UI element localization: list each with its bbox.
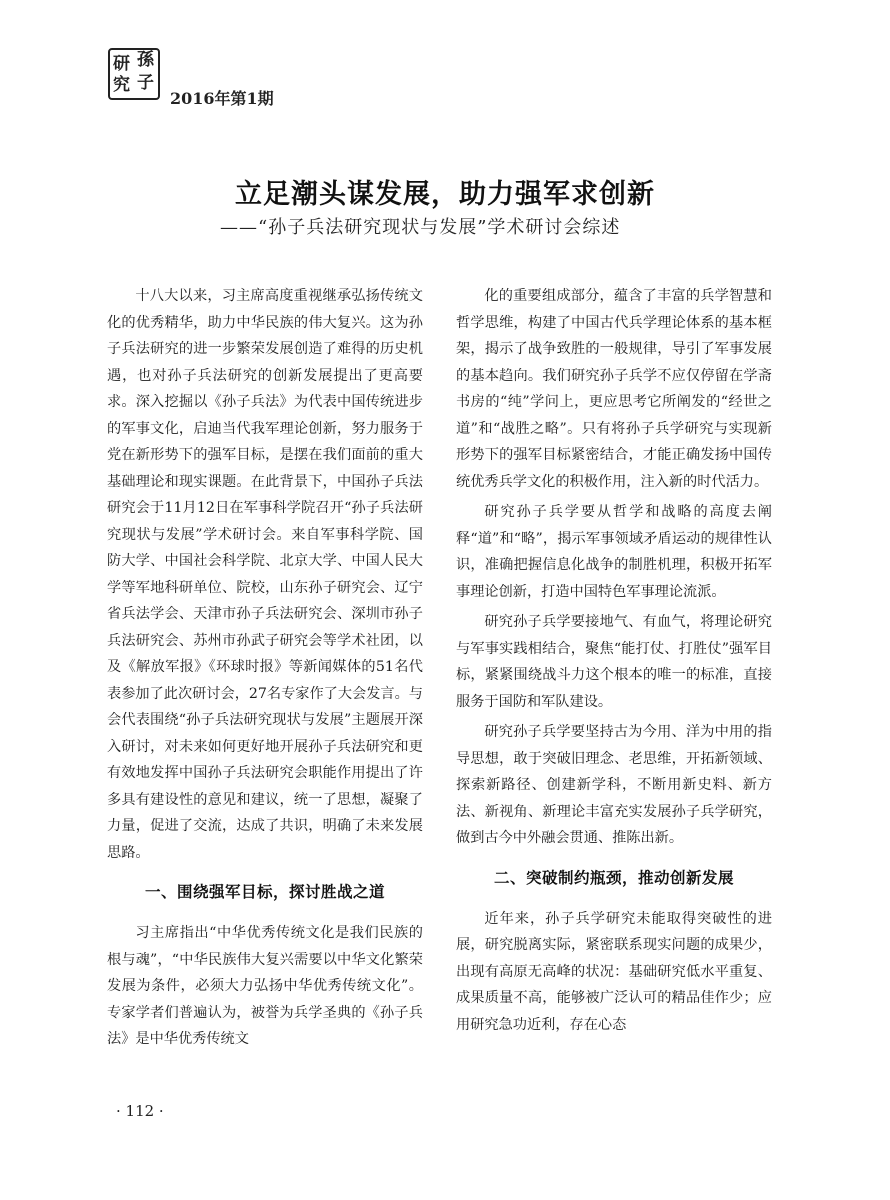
section2-paragraph: 近年来，孙子兵学研究未能取得突破性的进展，研究脱离实际，紧密联系现实问题的成果少，出现有高原无高峰的状况：基础研究低水平重复、成果质量不高，能够被广泛认可的精品佳作少；应用研究急功近利，存在心态 (456, 910, 772, 1033)
right-column (456, 283, 772, 1042)
issue-label: 2016年第1期 (170, 89, 274, 108)
logo-char: 究 (113, 75, 130, 95)
body-paragraph: 研究孙子兵学要从哲学和战略的高度去阐释“道”和“略”，揭示军事领域矛盾运动的规律性认识，准确把握信息化战争的制胜机理，积极开拓军事理论创新，打造中国特色军事理论流派。 (456, 504, 772, 600)
body-paragraph: 研究孙子兵学要坚持古为今用、洋为中用的指导思想，敢于突破旧理念、老思维，开拓新领域、探索新路径、创建新学科，不断用新史料、新方法、新视角、新理论丰富充实发展孙子兵学研究，做到古今中外融会贯通、推陈出新。 (456, 724, 772, 846)
logo-char: 研 (113, 54, 130, 74)
body-paragraph: 化的重要组成部分，蕴含了丰富的兵学智慧和哲学思维，构建了中国古代兵学理论体系的基本框架，揭示了战争致胜的一般规律，导引了军事发展的基本趋向。我们研究孙子兵学不应仅停留在学斋书房的“纯”学问上，更应思考它所阐发的“经世之道”和“战胜之略”。只有将孙子兵学研究与实现新形势下的强军目标紧密结合，才能正确发扬中国传统优秀兵学文化的积极作用，注入新的时代活力。 (456, 288, 772, 490)
page-number: · 112 · (116, 1102, 164, 1120)
logo-char: 子 (137, 73, 154, 93)
section-heading-2: 二、突破制约瓶颈，推动创新发展 (493, 868, 734, 887)
intro-paragraph: 十八大以来，习主席高度重视继承弘扬传统文化的优秀精华，助力中华民族的伟大复兴。这为孙子兵法研究的进一步繁荣发展创造了难得的历史机遇，也对孙子兵法研究的创新发展提出了更高要求。深入挖掘以《孙子兵法》为代表中国传统进步的军事文化，启迪当代我军理论创新，努力服务于党在新形势下的强军目标，是摆在我们面前的重大基础理论和现实课题。在此背景下，中国孙子兵法研究会于11月12日在军事科学院召开“孙子兵法研究现状与发展”学术研讨会。来自军事科学院、国防大学、中国社会科学院、北京大学、中国人民大学等军地科研单位、院校，山东孙子研究会、辽宁省兵法学会、天津市孙子兵法研究会、深圳市孙子兵法研究会、苏州市孙武子研究会等学术社团，以及《解放军报》《环球时报》等新闻媒体的51名代表参加了此次研讨会，27名专家作了大会发言。与会代表围绕“孙子兵法研究现状与发展”主题展开深入研讨，对未来如何更好地开展孙子兵法研究和更有效地发挥中国孙子兵法研究会职能作用提出了许多具有建设性的意见和建议，统一了思想，凝聚了力量，促进了交流，达成了共识，明确了未来发展思路。 (107, 288, 423, 861)
section-heading-1: 一、围绕强军目标，探讨胜战之道 (144, 883, 385, 901)
logo-char: 孫 (137, 50, 154, 70)
left-column (107, 283, 423, 1057)
article-subtitle: ——“孙子兵法研究现状与发展”学术研讨会综述 (220, 217, 621, 238)
article-title: 立足潮头谋发展，助力强军求创新 (235, 179, 655, 210)
journal-logo (108, 48, 160, 100)
section1-paragraph: 习主席指出“中华优秀传统文化是我们民族的根与魂”，“中华民族伟大复兴需要以中华文化繁荣发展为条件，必须大力弘扬中华优秀传统文化”。专家学者们普遍认为，被誉为兵学圣典的《孙子兵法》是中华优秀传统文 (107, 925, 423, 1047)
body-paragraph: 研究孙子兵学要接地气、有血气，将理论研究与军事实践相结合，聚焦“能打仗、打胜仗”强军目标，紧紧围绕战斗力这个根本的唯一的标准，直接服务于国防和军队建设。 (456, 614, 772, 710)
